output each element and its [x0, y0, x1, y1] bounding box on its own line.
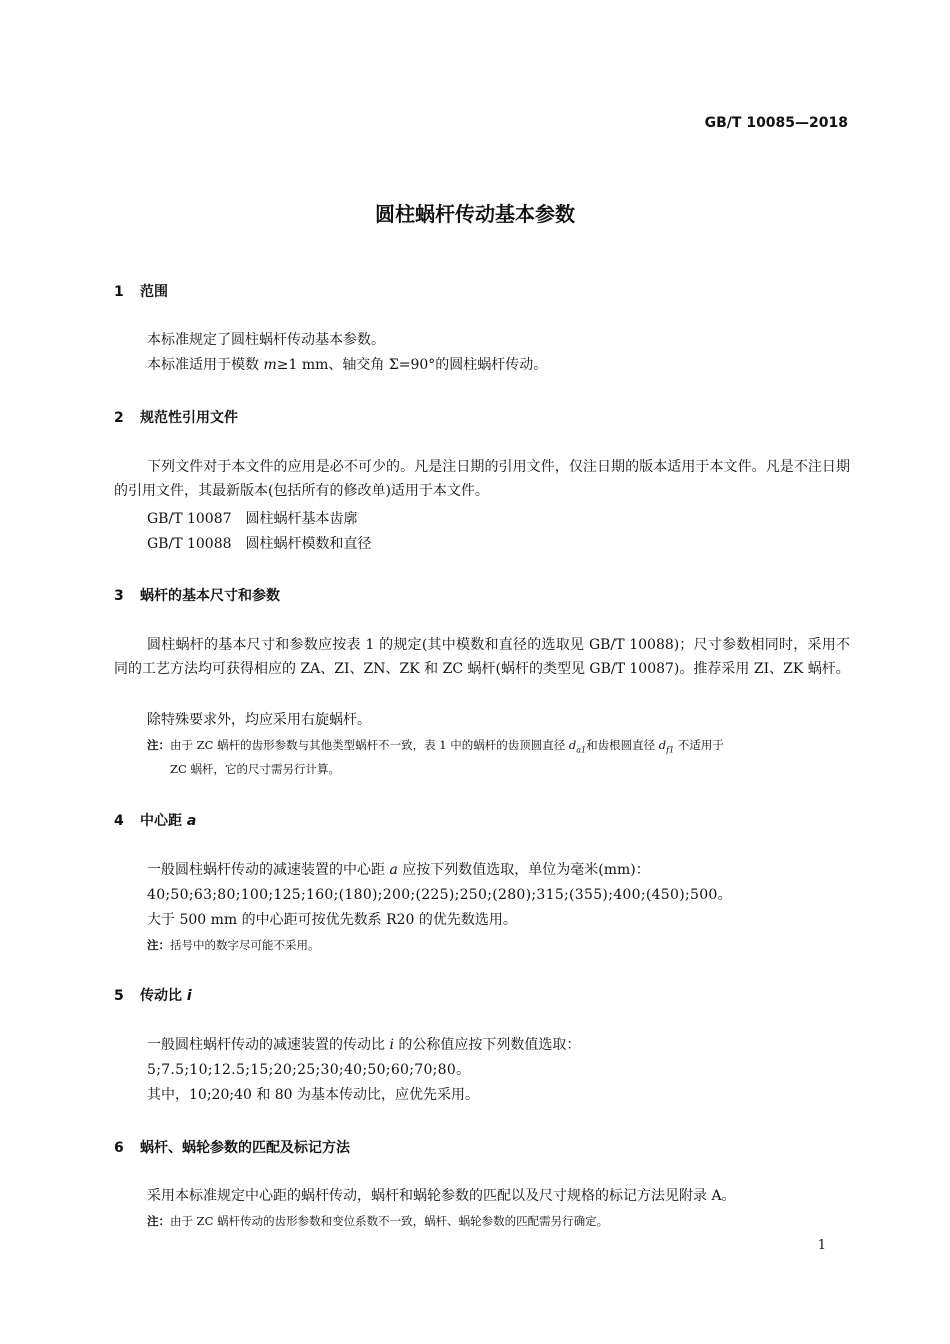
document-code: GB/T 10085—2018 [704, 115, 848, 131]
reference-code: GB/T 10087 [147, 511, 232, 527]
section-1-heading [114, 281, 168, 301]
paragraph: 大于 500 mm 的中心距可按优先数系 R20 的优先数选用。 [147, 912, 517, 928]
section-title: 中心距 [140, 813, 182, 829]
section-2-heading [114, 407, 238, 427]
text: 一般圆柱蜗杆传动的减速装置的传动比 [147, 1037, 385, 1053]
text: 的公称值应按下列数值选取： [398, 1037, 581, 1053]
section-number: 1 [114, 284, 124, 300]
note-text: 由于 ZC 蜗杆的齿形参数与其他类型蜗杆不一致，表 1 中的蜗杆的齿顶圆直径 [170, 738, 566, 752]
subscript: a1 [576, 745, 587, 755]
text: 一般圆柱蜗杆传动的减速装置的中心距 [147, 862, 385, 878]
reference-name: 圆柱蜗杆模数和直径 [245, 536, 372, 552]
paragraph [147, 858, 650, 882]
variable: a [389, 862, 398, 878]
paragraph [147, 1033, 580, 1057]
variable: i [186, 988, 192, 1004]
value-list: 40;50;63;80;100;125;160;(180);200;(225);250;(280);315;(355);400;(450);500。 [147, 887, 732, 903]
variable: m [263, 357, 277, 373]
section-3-heading [114, 585, 280, 605]
note-text: 和齿根圆直径 [586, 738, 656, 752]
reference-item [147, 532, 372, 556]
section-number: 3 [114, 588, 124, 604]
note-continuation: ZC 蜗杆，它的尺寸需另行计算。 [170, 762, 340, 776]
note [147, 1209, 608, 1233]
reference-name: 圆柱蜗杆基本齿廓 [245, 511, 358, 527]
section-title: 蜗杆的基本尺寸和参数 [140, 588, 280, 604]
note-label: 注： [147, 938, 170, 952]
section-title: 传动比 [140, 988, 182, 1004]
value-list: 5;7.5;10;12.5;15;20;25;30;40;50;60;70;80。 [147, 1062, 471, 1078]
reference-code: GB/T 10088 [147, 536, 232, 552]
section-6-heading [114, 1137, 350, 1157]
paragraph [147, 353, 547, 377]
text: ≥1 mm、轴交角 Σ=90°的圆柱蜗杆传动。 [276, 357, 548, 373]
note-label: 注： [147, 1214, 170, 1228]
section-4-heading [114, 810, 196, 830]
paragraph: 除特殊要求外，均应采用右旋蜗杆。 [147, 712, 371, 728]
note [147, 933, 320, 957]
text: 本标准适用于模数 [147, 357, 259, 373]
document-title: 圆柱蜗杆传动基本参数 [375, 202, 575, 226]
paragraph: 下列文件对于本文件的应用是必不可少的。凡是注日期的引用文件，仅注日期的版本适用于本文件。凡是不注日期的引用文件，其最新版本(包括所有的修改单)适用于本文件。 [114, 459, 850, 499]
text: 应按下列数值选取，单位为毫米(mm)： [402, 862, 650, 878]
subscript: f1 [666, 745, 675, 755]
variable: d [568, 738, 577, 752]
paragraph: 圆柱蜗杆的基本尺寸和参数应按表 1 的规定(其中模数和直径的选取见 GB/T 10088)；尺寸参数相同时，采用不同的工艺方法均可获得相应的 ZA、ZI、ZN、ZK 和 ZC 蜗杆(蜗杆的类型见 GB/T 10087)。推荐采用 ZI、ZK 蜗杆。 [114, 637, 850, 677]
note-text: 不适用于 [677, 738, 724, 752]
section-number: 6 [114, 1140, 124, 1156]
note-label: 注： [147, 738, 170, 752]
paragraph: 采用本标准规定中心距的蜗杆传动，蜗杆和蜗轮参数的匹配以及尺寸规格的标记方法见附录 A。 [147, 1188, 736, 1204]
variable: d [658, 738, 667, 752]
note-text: 括号中的数字尽可能不采用。 [170, 938, 320, 952]
section-number: 5 [114, 988, 124, 1004]
paragraph: 其中，10;20;40 和 80 为基本传动比，应优先采用。 [147, 1087, 480, 1103]
section-title: 规范性引用文件 [140, 410, 238, 426]
section-title: 蜗杆、蜗轮参数的匹配及标记方法 [140, 1140, 350, 1156]
section-title: 范围 [140, 284, 168, 300]
note-text: 由于 ZC 蜗杆传动的齿形参数和变位系数不一致，蜗杆、蜗轮参数的匹配需另行确定。 [170, 1214, 609, 1228]
page-number: 1 [817, 1238, 826, 1253]
variable: a [186, 813, 197, 829]
variable: i [389, 1037, 394, 1053]
paragraph: 本标准规定了圆柱蜗杆传动基本参数。 [147, 332, 385, 348]
section-number: 4 [114, 813, 124, 829]
reference-item [147, 507, 358, 531]
section-5-heading [114, 985, 192, 1005]
section-number: 2 [114, 410, 124, 426]
